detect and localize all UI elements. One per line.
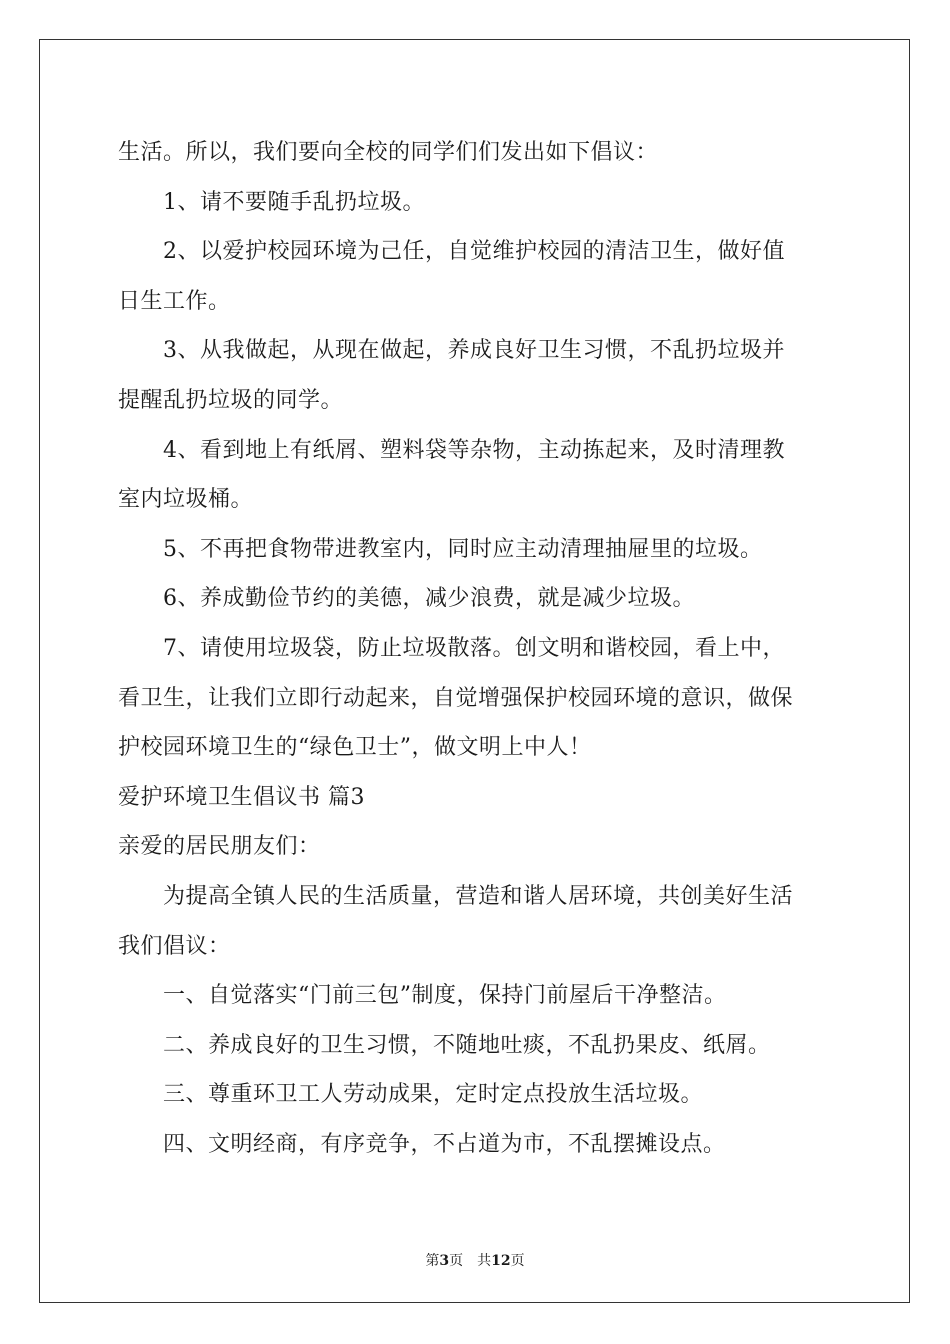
paragraph-line: 日生工作。 — [118, 288, 231, 314]
paragraph-line: 看卫生，让我们立即行动起来，自觉增强保护校园环境的意识，做保 — [118, 685, 794, 711]
proposal-item-2: 2、以爱护校园环境为己任，自觉维护校园的清洁卫生，做好值 — [163, 239, 785, 265]
paragraph-line: 室内垃圾桶。 — [118, 487, 254, 513]
proposal-item-1: 1、请不要随手乱扔垃圾。 — [163, 189, 425, 215]
initiative-item-2: 二、养成良好的卫生习惯，不随地吐痰，不乱扔果皮、纸屑。 — [163, 1032, 771, 1058]
paragraph-line: 护校园环境卫生的“绿色卫士”，做文明上中人！ — [118, 735, 592, 761]
current-page-number: 3 — [439, 1253, 450, 1269]
salutation: 亲爱的居民朋友们： — [118, 834, 321, 860]
initiative-item-4: 四、文明经商，有序竞争，不占道为市，不乱摆摊设点。 — [163, 1131, 726, 1157]
proposal-item-3: 3、从我做起，从现在做起，养成良好卫生习惯，不乱扔垃圾并 — [163, 338, 785, 364]
footer-prefix: 第 — [425, 1253, 440, 1269]
paragraph-line: 提醒乱扔垃圾的同学。 — [118, 387, 344, 413]
footer-page-word: 页 — [449, 1253, 464, 1269]
proposal-item-6: 6、养成勤俭节约的美德，减少浪费，就是减少垃圾。 — [163, 586, 695, 612]
intro-paragraph: 为提高全镇人民的生活质量，营造和谐人居环境，共创美好生活 — [163, 883, 794, 909]
page-footer — [0, 1250, 950, 1270]
document-body — [118, 128, 838, 1169]
initiative-item-1: 一、自觉落实“门前三包”制度，保持门前屋后干净整洁。 — [163, 983, 727, 1009]
section-heading: 爱护环境卫生倡议书 篇3 — [118, 784, 365, 810]
proposal-item-7: 7、请使用垃圾袋，防止垃圾散落。创文明和谐校园，看上中， — [163, 635, 785, 661]
proposal-item-4: 4、看到地上有纸屑、塑料袋等杂物，主动拣起来，及时清理教 — [163, 437, 785, 463]
proposal-item-5: 5、不再把食物带进教室内，同时应主动清理抽屉里的垃圾。 — [163, 536, 763, 562]
initiative-item-3: 三、尊重环卫工人劳动成果，定时定点投放生活垃圾。 — [163, 1082, 704, 1108]
footer-total-prefix: 共 — [477, 1253, 492, 1269]
paragraph-line: 生活。所以，我们要向全校的同学们们发出如下倡议： — [118, 140, 659, 165]
total-page-count: 12 — [491, 1253, 511, 1269]
footer-total-suffix: 页 — [510, 1253, 525, 1269]
paragraph-line: 我们倡议： — [118, 933, 231, 959]
